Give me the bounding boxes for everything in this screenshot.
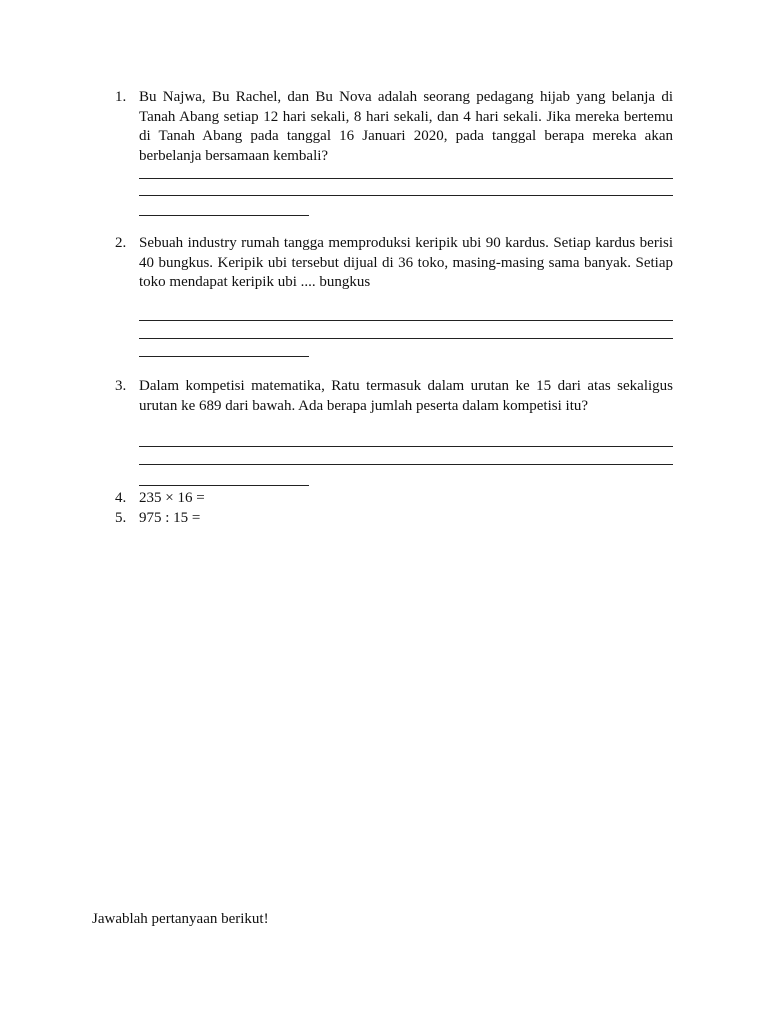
answer-line <box>139 320 673 321</box>
instruction-text: Jawablah pertanyaan berikut! <box>92 911 269 927</box>
answer-line <box>139 215 309 216</box>
question-text: 235 × 16 = <box>139 490 205 506</box>
answer-line <box>139 446 673 447</box>
question-text: Bu Najwa, Bu Rachel, dan Bu Nova adalah seorang pedagang hijab yang belanja di Tanah Abang setiap 12 hari sekali, 8 hari sekali, dan 4 hari sekali. Jika mereka bertemu di Tanah Abang pada tanggal 16 Januari 2020, pada tanggal berapa mereka akan berbelanja bersamaan kembali? <box>139 89 673 164</box>
question-1 <box>115 88 675 220</box>
question-text: 975 : 15 = <box>139 510 201 526</box>
question-number: 2. <box>115 235 127 251</box>
question-2 <box>115 234 675 364</box>
answer-line <box>139 485 309 486</box>
question-number: 3. <box>115 378 127 394</box>
question-number: 1. <box>115 89 127 105</box>
answer-line <box>139 195 673 196</box>
answer-line <box>139 464 673 465</box>
answer-line <box>139 338 673 339</box>
answer-line <box>139 178 673 179</box>
question-number: 5. <box>115 510 127 526</box>
question-text: Sebuah industry rumah tangga memproduksi keripik ubi 90 kardus. Setiap kardus berisi 40 bungkus. Keripik ubi tersebut dijual di 36 toko, masing-masing sama banyak. Setiap toko mendapat keripik ubi .... bungkus <box>139 235 673 290</box>
question-number: 4. <box>115 490 127 506</box>
answer-line <box>139 356 309 357</box>
question-text: Dalam kompetisi matematika, Ratu termasuk dalam urutan ke 15 dari atas sekaligus urutan ke 689 dari bawah. Ada berapa jumlah peserta dalam kompetisi itu? <box>139 378 673 414</box>
question-3 <box>115 377 675 489</box>
